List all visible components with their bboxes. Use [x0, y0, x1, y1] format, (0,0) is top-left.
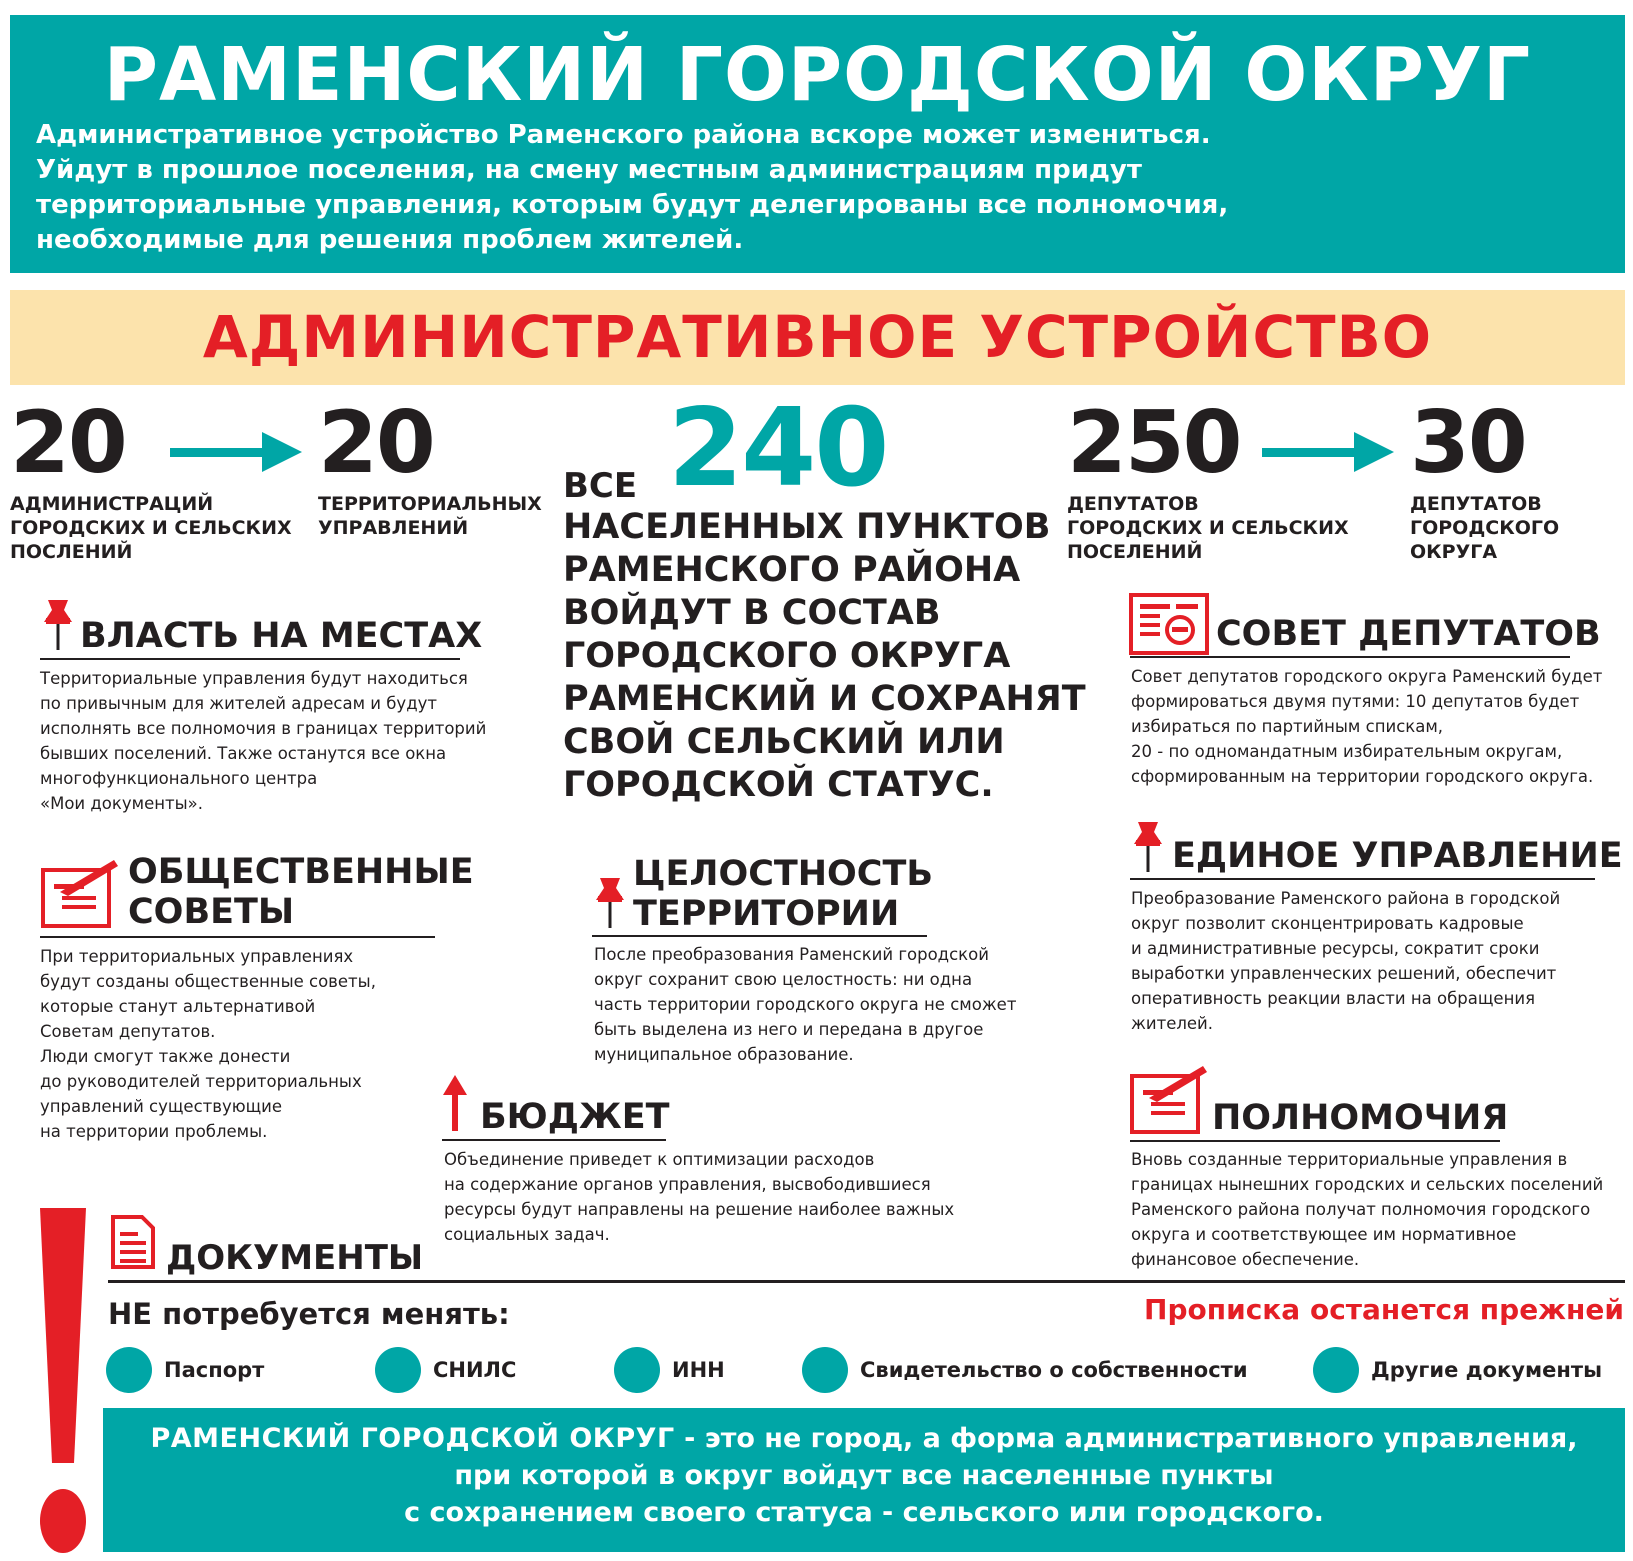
bullet-dot [375, 1347, 421, 1393]
section-rule [40, 658, 460, 660]
body-line: избираться по партийным спискам, [1131, 717, 1444, 736]
footer-line-rest: - это не город, а форма административного управления, [674, 1423, 1578, 1454]
document-item-label: СНИЛС [433, 1358, 517, 1382]
section-title-sovet-deputatov: СОВЕТ ДЕПУТАТОВ [1216, 614, 1601, 654]
body-line: 20 - по одномандатным избирательным округам, [1131, 742, 1563, 761]
label-line: АДМИНИСТРАЦИЙ [10, 493, 214, 515]
stat-settlements-prefix: ВСЕ [563, 466, 638, 506]
body-line: сформированным на территории городского округа. [1131, 767, 1594, 786]
section-title-edinoe: ЕДИНОЕ УПРАВЛЕНИЕ [1172, 836, 1623, 876]
intro-text [36, 118, 1596, 258]
stat-deputies-after-value: 30 [1410, 393, 1526, 493]
label-line: ПОСЕЛЕНИЙ [1067, 541, 1203, 563]
stat-settlements-text [563, 506, 1086, 807]
documents-title: ДОКУМЕНТЫ [166, 1238, 424, 1278]
body-line: и административные ресурсы, сократит сроки [1131, 939, 1540, 958]
body-line: формироваться двумя путями: 10 депутатов будет [1131, 692, 1580, 711]
label-line: ГОРОДСКОГО [1410, 517, 1560, 539]
stat-admins-label [10, 492, 292, 564]
body-line: бывших поселений. Также останутся все окна [40, 744, 447, 763]
footer-line: при которой в округ войдут все населенные пункты [454, 1460, 1274, 1491]
label-line: ДЕПУТАТОВ [1067, 493, 1199, 515]
title-line: ОБЩЕСТВЕННЫЕ [128, 852, 474, 892]
label-line: ОКРУГА [1410, 541, 1498, 563]
bullet-dot [614, 1347, 660, 1393]
body-line: При территориальных управлениях [40, 947, 354, 966]
title-line: СОВЕТЫ [128, 892, 295, 932]
text-line: РАМЕНСКОГО РАЙОНА [563, 550, 1021, 590]
section-title-vlast: ВЛАСТЬ НА МЕСТАХ [80, 616, 483, 656]
body-line: выработки управленческих решений, обеспечит [1131, 964, 1557, 983]
body-line: Преобразование Раменского района в городской [1131, 889, 1561, 908]
body-line: по привычным для жителей адресам и будут [40, 694, 437, 713]
document-item-passport [106, 1347, 264, 1393]
pushpin-icon [38, 596, 78, 652]
text-line: ВОЙДУТ В СОСТАВ [563, 593, 941, 633]
section-title-polnomochiya: ПОЛНОМОЧИЯ [1212, 1098, 1509, 1138]
body-line: муниципальное образование. [594, 1045, 854, 1064]
section-rule [1130, 1140, 1500, 1142]
body-line: Вновь созданные территориальные управления в [1131, 1150, 1568, 1169]
body-line: границах нынешних городских и сельских поселений [1131, 1175, 1604, 1194]
body-line: исполнять все полномочия в границах территорий [40, 719, 487, 738]
body-line: округа и соответствующее им нормативное [1131, 1225, 1517, 1244]
section-rule [442, 1139, 666, 1141]
arrow-right-icon [170, 432, 302, 472]
text-line: ГОРОДСКОГО ОКРУГА [563, 636, 1011, 676]
stat-deputies-after-label [1410, 492, 1559, 564]
body-line: часть территории городского округа не сможет [594, 995, 1017, 1014]
document-item-label: Другие документы [1371, 1358, 1603, 1382]
body-line: быть выделена из него и передана в другое [594, 1020, 984, 1039]
text-line: СВОЙ СЕЛЬСКИЙ ИЛИ [563, 722, 1005, 762]
body-line: округ сохранит свою целостность: ни одна [594, 970, 973, 989]
section-banner [10, 290, 1625, 385]
header-panel [10, 15, 1625, 273]
body-line: округ позволит сконцентрировать кадровые [1131, 914, 1524, 933]
text-line: НАСЕЛЕННЫХ ПУНКТОВ [563, 507, 1051, 547]
body-line: Советам депутатов. [40, 1022, 216, 1041]
stat-deputies-before-label [1067, 492, 1349, 564]
body-line: ресурсы будут направлены на решение наиболее важных [444, 1200, 955, 1219]
footer-lead: РАМЕНСКИЙ ГОРОДСКОЙ ОКРУГ [150, 1423, 675, 1454]
body-line: на содержание органов управления, высвободившиеся [444, 1175, 931, 1194]
stat-deputies-before-value: 250 [1067, 393, 1241, 493]
arrow-right-icon [1262, 432, 1394, 472]
body-line: Раменского района получат полномочия городского [1131, 1200, 1591, 1219]
label-line: ТЕРРИТОРИАЛЬНЫХ [318, 493, 542, 515]
section-body-polnomochiya [1131, 1147, 1603, 1272]
section-body-vlast [40, 666, 486, 816]
body-line: финансовое обеспечение. [1131, 1250, 1360, 1269]
bullet-dot [1313, 1347, 1359, 1393]
section-title-sovety [128, 852, 474, 932]
body-line: оперативность реакции власти на обращения [1131, 989, 1536, 1008]
document-item-label: Свидетельство о собственности [860, 1358, 1248, 1382]
section-body-sovety [40, 944, 376, 1144]
exclamation-icon [38, 1208, 88, 1556]
footer-line [103, 1420, 1625, 1457]
bullet-dot [802, 1347, 848, 1393]
section-body-celostnost [594, 942, 1016, 1067]
stat-territorial-label [318, 492, 542, 540]
stat-settlements-value: 240 [668, 386, 888, 511]
section-body-sovet-deputatov [1131, 664, 1602, 789]
body-line: до руководителей территориальных [40, 1072, 362, 1091]
body-line: социальных задач. [444, 1225, 610, 1244]
banner-title: АДМИНИСТРАТИВНОЕ УСТРОЙСТВО [202, 303, 1433, 371]
text-line: ГОРОДСКОЙ СТАТУС. [563, 765, 994, 805]
label-line: ГОРОДСКИХ И СЕЛЬСКИХ [1067, 517, 1349, 539]
body-line: После преобразования Раменский городской [594, 945, 989, 964]
body-line: Совет депутатов городского округа Раменский будет [1131, 667, 1603, 686]
section-rule [1130, 878, 1595, 880]
documents-rule [108, 1280, 1625, 1283]
stat-territorial-value: 20 [318, 393, 434, 493]
intro-line: территориальные управления, которым будут делегированы все полномочия, [36, 190, 1229, 220]
body-line: «Мои документы». [40, 794, 203, 813]
body-line: многофункционального центра [40, 769, 318, 788]
document-item-label: ИНН [672, 1358, 725, 1382]
body-line: на территории проблемы. [40, 1122, 268, 1141]
label-line: УПРАВЛЕНИЙ [318, 517, 469, 539]
document-item-snils [375, 1347, 516, 1393]
body-line: Территориальные управления будут находиться [40, 669, 468, 688]
intro-line: Административное устройство Раменского района вскоре может измениться. [36, 120, 1211, 150]
documents-subtitle: НЕ потребуется менять: [108, 1297, 510, 1331]
text-line: РАМЕНСКИЙ И СОХРАНЯТ [563, 679, 1086, 719]
bullet-dot [106, 1347, 152, 1393]
body-line: Люди смогут также донести [40, 1047, 291, 1066]
arrow-up-icon [442, 1073, 468, 1133]
document-item-inn [614, 1347, 725, 1393]
section-body-budget [444, 1147, 954, 1247]
body-line: управлений существующие [40, 1097, 283, 1116]
title-line: ЦЕЛОСТНОСТЬ [633, 854, 934, 894]
intro-line: Уйдут в прошлое поселения, на смену местным администрациям придут [36, 155, 1142, 185]
document-icon [110, 1214, 156, 1270]
section-rule [592, 935, 927, 937]
section-body-edinoe [1131, 886, 1560, 1036]
stat-admins-value: 20 [10, 393, 126, 493]
footer-line: с сохранением своего статуса - сельского или городского. [404, 1497, 1324, 1528]
label-line: ДЕПУТАТОВ [1410, 493, 1542, 515]
body-line: будут созданы общественные советы, [40, 972, 376, 991]
registration-note: Прописка останется прежней [1144, 1293, 1624, 1326]
label-line: ГОРОДСКИХ И СЕЛЬСКИХ [10, 517, 292, 539]
footer-text [103, 1420, 1625, 1531]
section-rule [40, 936, 435, 938]
body-line: жителей. [1131, 1014, 1214, 1033]
document-item-other [1313, 1347, 1602, 1393]
document-pen-icon [40, 858, 120, 930]
document-item-label: Паспорт [164, 1358, 265, 1382]
document-pen-icon [1129, 1064, 1209, 1136]
title-line: ТЕРРИТОРИИ [633, 894, 900, 934]
intro-line: необходимые для решения проблем жителей. [36, 225, 744, 255]
section-title-celostnost [633, 854, 933, 934]
section-title-budget: БЮДЖЕТ [480, 1097, 670, 1137]
footer-panel [103, 1408, 1625, 1552]
document-stamp-icon [1128, 592, 1210, 656]
pushpin-icon [1128, 818, 1168, 874]
body-line: Объединение приведет к оптимизации расходов [444, 1150, 875, 1169]
section-rule [1130, 656, 1570, 658]
page-title: РАМЕНСКИЙ ГОРОДСКОЙ ОКРУГ [103, 32, 1532, 118]
body-line: которые станут альтернативой [40, 997, 316, 1016]
label-line: ПОСЛЕНИЙ [10, 541, 133, 563]
document-item-property [802, 1347, 1248, 1393]
pushpin-icon [590, 874, 630, 930]
